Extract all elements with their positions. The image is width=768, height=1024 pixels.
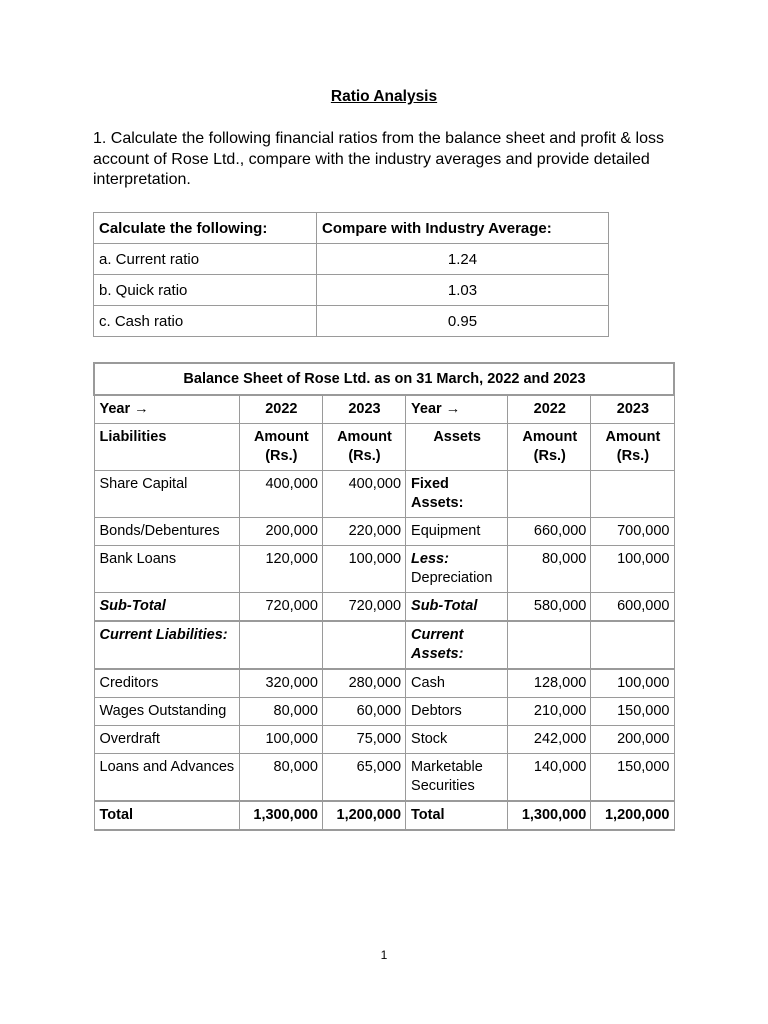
liability-2022 [239, 621, 322, 669]
year-2023-right: 2023 [591, 395, 674, 424]
asset-name: Total [406, 801, 508, 830]
liability-2023: 100,000 [322, 546, 405, 593]
table-row [94, 621, 674, 669]
year-label-left: Year → [94, 395, 239, 424]
asset-2022: 80,000 [508, 546, 591, 593]
liability-name: Bonds/Debentures [94, 518, 239, 546]
less-label: Less: [411, 551, 449, 567]
liability-2023: 280,000 [322, 669, 405, 698]
liability-name: Share Capital [94, 471, 239, 518]
table-row [94, 244, 609, 275]
liabilities-header: Liabilities [94, 424, 239, 471]
liability-name: Current Liabilities: [94, 621, 239, 669]
liability-2022: 80,000 [239, 698, 322, 726]
table-row [94, 546, 674, 593]
amount-header: Amount (Rs.) [239, 424, 322, 471]
asset-2022: 660,000 [508, 518, 591, 546]
liability-name: Sub-Total [94, 593, 239, 622]
liability-name: Overdraft [94, 726, 239, 754]
ratio-name: a. Current ratio [94, 244, 317, 275]
liability-name: Wages Outstanding [94, 698, 239, 726]
liability-name: Loans and Advances [94, 754, 239, 802]
liability-2023 [322, 621, 405, 669]
page-title: Ratio Analysis [330, 88, 438, 105]
asset-2023: 150,000 [591, 754, 674, 802]
amount-header: Amount (Rs.) [322, 424, 405, 471]
year-label-right: Year → [406, 395, 508, 424]
liability-2022: 1,300,000 [239, 801, 322, 830]
asset-2023: 1,200,000 [591, 801, 674, 830]
asset-2023: 150,000 [591, 698, 674, 726]
asset-name: Debtors [406, 698, 508, 726]
question-text: 1. Calculate the following financial ratios from the balance sheet and profit & loss account of Rose Ltd., compare with the industry averages and provide detailed interpretation. [93, 130, 664, 188]
year-2022-left: 2022 [239, 395, 322, 424]
ratio-name: b. Quick ratio [94, 275, 317, 306]
ratio-name: c. Cash ratio [94, 306, 317, 337]
table-row [94, 275, 609, 306]
liability-2023: 60,000 [322, 698, 405, 726]
liability-2022: 320,000 [239, 669, 322, 698]
liability-2022: 200,000 [239, 518, 322, 546]
amount-header: Amount (Rs.) [591, 424, 674, 471]
table-row [94, 698, 674, 726]
ratio-table [93, 212, 609, 337]
asset-2023 [591, 621, 674, 669]
liability-2023: 1,200,000 [322, 801, 405, 830]
asset-name: Equipment [406, 518, 508, 546]
depreciation-label: Depreciation [411, 570, 493, 586]
liability-name: Total [94, 801, 239, 830]
liability-2023: 220,000 [322, 518, 405, 546]
liability-2022: 120,000 [239, 546, 322, 593]
liability-2023: 65,000 [322, 754, 405, 802]
header-calculate: Calculate the following: [94, 213, 317, 244]
ratio-value: 0.95 [317, 306, 609, 337]
table-row [94, 669, 674, 698]
liability-2022: 100,000 [239, 726, 322, 754]
liability-2023: 75,000 [322, 726, 405, 754]
liability-2023: 720,000 [322, 593, 405, 622]
asset-2022: 1,300,000 [508, 801, 591, 830]
asset-2022: 140,000 [508, 754, 591, 802]
table-row [94, 726, 674, 754]
asset-name: Fixed Assets: [406, 471, 508, 518]
ratio-value: 1.03 [317, 275, 609, 306]
asset-2023: 100,000 [591, 669, 674, 698]
asset-name: Sub-Total [406, 593, 508, 622]
asset-2022: 128,000 [508, 669, 591, 698]
liability-name: Bank Loans [94, 546, 239, 593]
liability-2022: 80,000 [239, 754, 322, 802]
asset-2023: 100,000 [591, 546, 674, 593]
asset-2022: 210,000 [508, 698, 591, 726]
asset-name: Marketable Securities [406, 754, 508, 802]
assets-header: Assets [406, 424, 508, 471]
balance-sheet-table [93, 362, 675, 831]
balance-sheet-caption: Balance Sheet of Rose Ltd. as on 31 March, 2022 and 2023 [94, 363, 674, 395]
year-2022-right: 2022 [508, 395, 591, 424]
asset-2023: 600,000 [591, 593, 674, 622]
header-industry-average: Compare with Industry Average: [317, 213, 609, 244]
asset-2023 [591, 471, 674, 518]
table-header-row [94, 213, 609, 244]
table-row [94, 471, 674, 518]
asset-2022: 242,000 [508, 726, 591, 754]
asset-2022 [508, 471, 591, 518]
asset-name: Current Assets: [406, 621, 508, 669]
asset-name [406, 546, 508, 593]
liability-2022: 400,000 [239, 471, 322, 518]
liability-2023: 400,000 [322, 471, 405, 518]
table-row [94, 593, 674, 622]
liability-2022: 720,000 [239, 593, 322, 622]
page-number: 1 [380, 948, 388, 962]
ratio-value: 1.24 [317, 244, 609, 275]
year-2023-left: 2023 [322, 395, 405, 424]
asset-name: Cash [406, 669, 508, 698]
table-row [94, 306, 609, 337]
table-row [94, 518, 674, 546]
asset-2022: 580,000 [508, 593, 591, 622]
asset-name: Stock [406, 726, 508, 754]
table-row [94, 754, 674, 802]
asset-2022 [508, 621, 591, 669]
asset-2023: 700,000 [591, 518, 674, 546]
asset-2023: 200,000 [591, 726, 674, 754]
total-row [94, 801, 674, 830]
liability-name: Creditors [94, 669, 239, 698]
amount-header: Amount (Rs.) [508, 424, 591, 471]
